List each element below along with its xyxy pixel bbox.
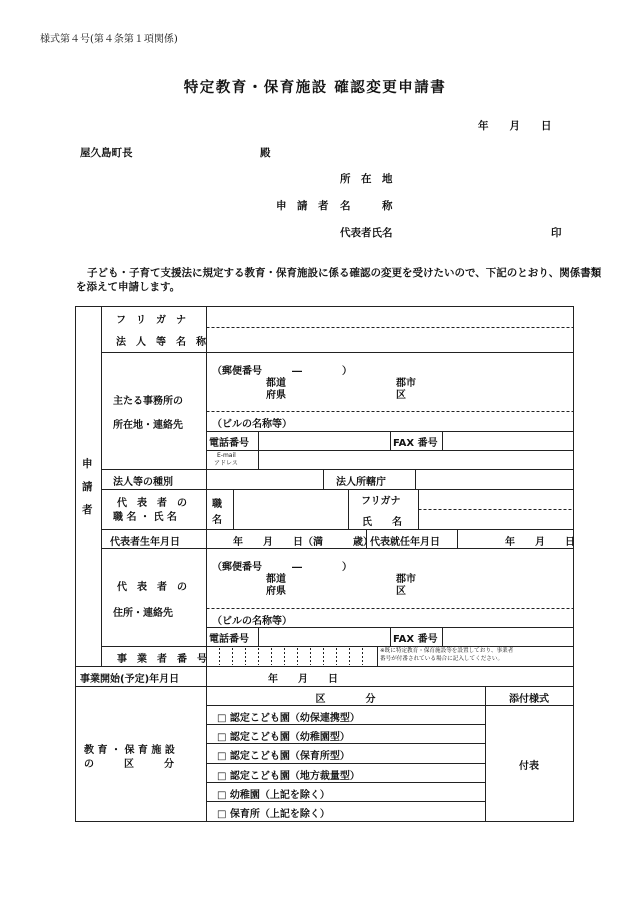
email-label-1: E-mail [217,452,236,459]
rep-addr-label-1: 代 表 者 の [117,582,187,593]
corp-type-label: 法人等の種別 [113,477,173,488]
category-option[interactable]: □ 認定こども園（幼稚園型） [217,732,350,743]
corp-dept-label: 法人所轄庁 [336,477,386,488]
rep-title-2: 名 [212,515,222,526]
rep-addr-label-2: 住所・連絡先 [113,608,173,619]
category-option[interactable]: □ 認定こども園（地方裁量型） [217,771,360,782]
furigana-label: フ リ ガ ナ [116,315,186,326]
attach-value: 付表 [519,761,539,772]
rep-birth-value: 年 月 日（満 歳） [233,537,373,548]
business-note-1: ※既に特定教育・保育施設等を設置しており、事業者 [380,648,514,654]
rep-birth-label: 代表者生年月日 [110,537,180,548]
rep-pref-1: 都道 [266,574,286,585]
category-option[interactable]: □ 認定こども園（保育所型） [217,751,350,762]
rep-fax-label: FAX 番号 [393,634,438,645]
office-tel-label: 電話番号 [209,438,249,449]
office-postal: （郵便番号 ― ） [212,366,352,377]
corp-name-label: 法 人 等 名 称 [116,337,206,348]
start-date-label: 事業開始(予定)年月日 [80,674,180,685]
office-label-line2: 所在地・連絡先 [113,420,183,431]
office-building: （ビルの名称等） [212,419,292,430]
rep-start-label: 代表就任年月日 [370,537,440,548]
applicant-label: 申 請 者 [276,200,329,212]
rep-label-line2: 職 名 ・ 氏 名 [113,512,177,523]
page-title: 特定教育・保育施設 確認変更申請書 [183,80,447,96]
category-option[interactable]: □ 幼稚園（上記を除く） [217,790,330,801]
rep-title-1: 職 [212,499,222,510]
addressee-name: 屋久島町長 [80,147,133,159]
facility-label-1: 教 育 ・ 保 育 施 設 [84,745,175,756]
office-pref-1: 都道 [266,378,286,389]
form-number: 様式第４号(第４条第１項関係) [40,34,178,45]
office-fax-label: FAX 番号 [393,438,438,449]
rep-city-1: 郡市 [396,574,416,585]
seal-mark: 印 [551,227,562,239]
rep-tel-label: 電話番号 [209,634,249,645]
addressee-suffix: 殿 [260,147,271,159]
applicant-side-label: 申請者 [82,458,93,516]
category-option[interactable]: □ 保育所（上記を除く） [217,809,330,820]
rep-start-value: 年 月 日 [505,537,575,548]
category-header: 区 分 [315,694,376,705]
rep-furigana-label: フリガナ [361,496,401,507]
business-note-2: 番号が付番されている場合に記入してください。 [380,656,504,662]
office-city-2: 区 [396,390,406,401]
date-line: 年 月 日 [478,120,552,132]
facility-label-2: の 区 分 [84,759,174,770]
rep-postal: （郵便番号 ― ） [212,562,352,573]
office-label-line1: 主たる事務所の [113,396,183,407]
rep-name-label: 氏 名 [362,517,402,528]
body-text: 子ども・子育て支援法に規定する教育・保育施設に係る確認の変更を受けたいので、下記のとおり、関係書類を添えて申請します。 [76,267,602,293]
start-date-value: 年 月 日 [268,674,338,685]
rep-label-line1: 代 表 者 の [117,498,187,509]
applicant-name-label: 名 称 [340,200,393,212]
office-pref-2: 府県 [266,390,286,401]
email-label-2: アドレス [214,460,238,467]
representative-label: 代表者氏名 [340,227,393,239]
attach-header: 添付様式 [509,694,549,705]
business-no-label: 事 業 者 番 号 [117,654,207,665]
rep-building: （ビルの名称等） [212,616,292,627]
office-city-1: 郡市 [396,378,416,389]
rep-city-2: 区 [396,586,406,597]
applicant-location-label: 所 在 地 [340,173,393,185]
category-option[interactable]: □ 認定こども園（幼保連携型） [217,713,360,724]
rep-pref-2: 府県 [266,586,286,597]
